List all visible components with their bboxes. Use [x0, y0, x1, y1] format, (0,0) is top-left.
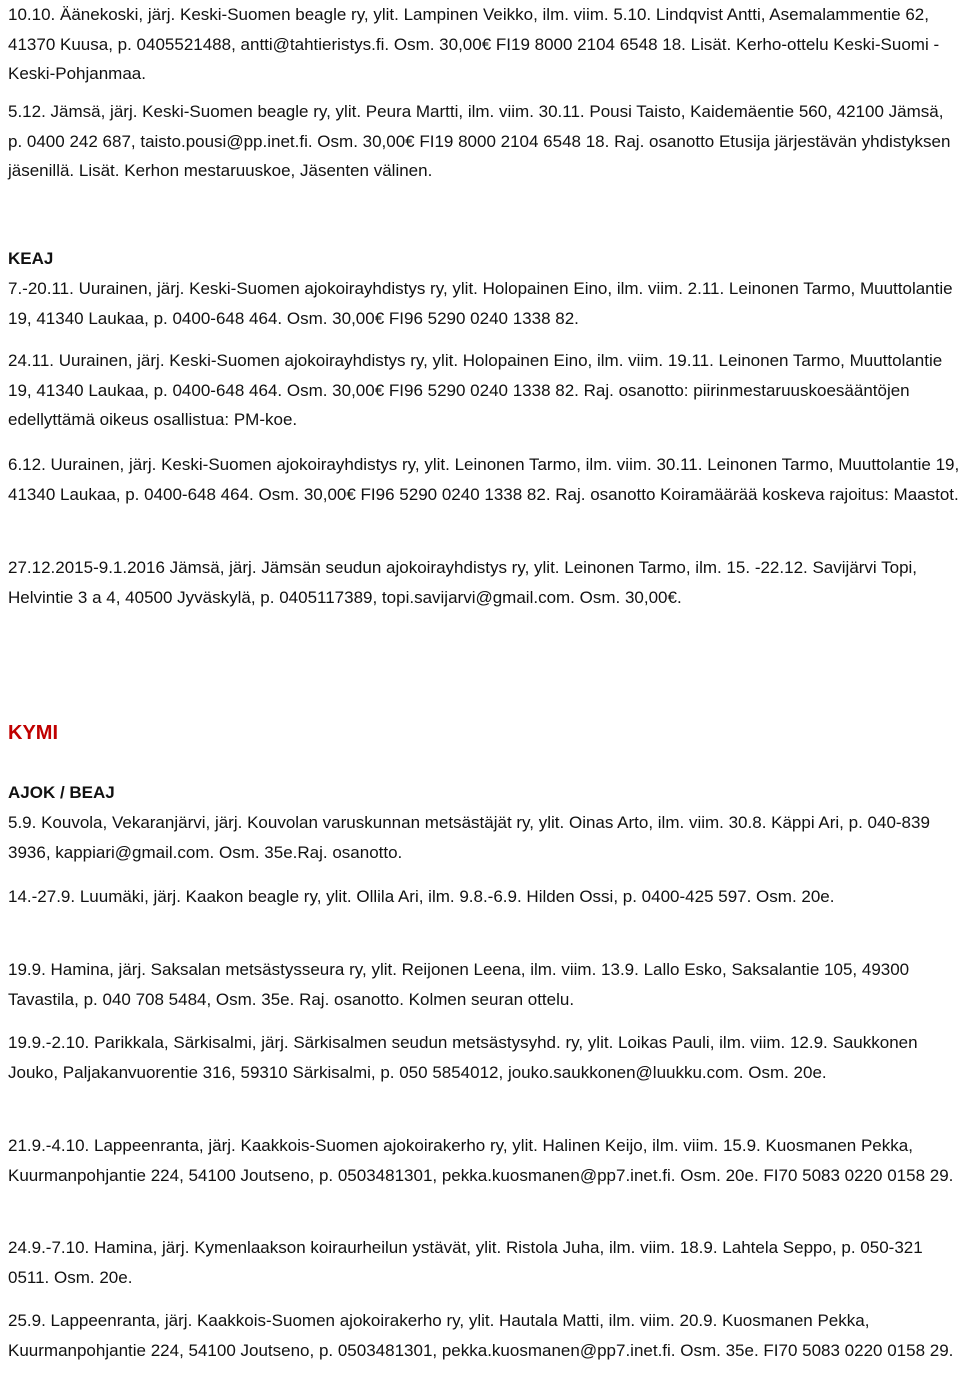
region-heading-kymi: KYMI — [8, 722, 58, 744]
listing-hamina-1: 19.9. Hamina, järj. Saksalan metsästysseura ry, ylit. Reijonen Leena, ilm. viim. 13.9. Lallo Esko, Saksalantie 105, 49300 Tavastila, p. 040 708 5484, Osm. 35e. Raj. osanotto. Kolmen seuran ottelu. — [8, 960, 910, 1009]
listing-jamsa-ajokoira: 27.12.2015-9.1.2016 Jämsä, järj. Jämsän seudun ajokoirayhdistys ry, ylit. Leinonen Tarmo, ilm. 15. -22.12. Savijärvi Topi, Helvintie 3 a 4, 40500 Jyväskylä, p. 0405117389, topi.savijarvi@gmail.com. Osm. 30,00€. — [8, 558, 918, 607]
listing-jamsa-beagle: 5.12. Jämsä, järj. Keski-Suomen beagle ry, ylit. Peura Martti, ilm. viim. 30.11. Pousi Taisto, Kaidemäentie 560, 42100 Jämsä, p. 0400 242 687, taisto.pousi@pp.inet.fi. Osm. 30,00€ FI19 8000 2104 6548 18. Raj. osanotto Etusija järjestävän yhdistyksen jäsenillä. Lisät. Kerhon mestaruuskoe, Jäsenten välinen. — [8, 102, 951, 180]
listing-kouvola: 5.9. Kouvola, Vekaranjärvi, järj. Kouvolan varuskunnan metsästäjät ry, ylit. Oinas Arto, ilm. viim. 30.8. Käppi Ari, p. 040-839 3936, kappiari@gmail.com. Osm. 35e.Raj. osanotto. — [8, 813, 930, 862]
section-heading-keaj: KEAJ — [8, 249, 54, 268]
listing-aanekoski: 10.10. Äänekoski, järj. Keski-Suomen beagle ry, ylit. Lampinen Veikko, ilm. viim. 5.10. Lindqvist Antti, Asemalammentie 62, 41370 Kuusa, p. 0405521488, antti@tahtieristys.fi. Osm. 30,00€ FI19 8000 2104 6548 18. Lisät. Kerho-ottelu Keski-Suomi - Keski-Pohjanmaa. — [8, 5, 940, 83]
listing-uurainen-2: 24.11. Uurainen, järj. Keski-Suomen ajokoirayhdistys ry, ylit. Holopainen Eino, ilm. viim. 19.11. Leinonen Tarmo, Muuttolantie 19, 41340 Laukaa, p. 0400-648 464. Osm. 30,00€ FI96 5290 0240 1338 82. Raj. osanotto: piirinmestaruuskoesääntöjen edellyttämä oikeus osallistua: PM-koe. — [8, 351, 943, 429]
section-heading-ajok-beaj: AJOK / BEAJ — [8, 783, 115, 802]
listing-parikkala: 19.9.-2.10. Parikkala, Särkisalmi, järj. Särkisalmen seudun metsästysyhd. ry, ylit. Loikas Pauli, ilm. viim. 12.9. Saukkonen Jouko, Paljakanvuorentie 316, 59310 Särkisalmi, p. 050 5854012, jouko.saukkonen@luukku.com. Osm. 20e. — [8, 1033, 918, 1082]
listing-hamina-2: 24.9.-7.10. Hamina, järj. Kymenlaakson koiraurheilun ystävät, ylit. Ristola Juha, ilm. viim. 18.9. Lahtela Seppo, p. 050-321 0511. Osm. 20e. — [8, 1238, 923, 1287]
listing-lappeenranta-2: 25.9. Lappeenranta, järj. Kaakkois-Suomen ajokoirakerho ry, ylit. Hautala Matti, ilm. viim. 20.9. Kuosmanen Pekka, Kuurmanpohjantie 224, 54100 Joutseno, p. 0503481301, pekka.kuosmanen@pp7.inet.fi. Osm. 35e. FI70 5083 0220 0158 29. — [8, 1311, 954, 1360]
listing-uurainen-3: 6.12. Uurainen, järj. Keski-Suomen ajokoirayhdistys ry, ylit. Leinonen Tarmo, ilm. viim. 30.11. Leinonen Tarmo, Muuttolantie 19, 41340 Laukaa, p. 0400-648 464. Osm. 30,00€ FI96 5290 0240 1338 82. Raj. osanotto Koiramäärää koskeva rajoitus: Maastot. — [8, 455, 960, 504]
listing-lappeenranta-1: 21.9.-4.10. Lappeenranta, järj. Kaakkois-Suomen ajokoirakerho ry, ylit. Halinen Keijo, ilm. viim. 15.9. Kuosmanen Pekka, Kuurmanpohjantie 224, 54100 Joutseno, p. 0503481301, pekka.kuosmanen@pp7.inet.fi. Osm. 20e. FI70 5083 0220 0158 29. — [8, 1136, 954, 1185]
listing-uurainen-1: 7.-20.11. Uurainen, järj. Keski-Suomen ajokoirayhdistys ry, ylit. Holopainen Eino, ilm. viim. 2.11. Leinonen Tarmo, Muuttolantie 19, 41340 Laukaa, p. 0400-648 464. Osm. 30,00€ FI96 5290 0240 1338 82. — [8, 279, 953, 328]
listing-luumaki: 14.-27.9. Luumäki, järj. Kaakon beagle ry, ylit. Ollila Ari, ilm. 9.8.-6.9. Hilden Ossi, p. 0400-425 597. Osm. 20e. — [8, 887, 835, 906]
